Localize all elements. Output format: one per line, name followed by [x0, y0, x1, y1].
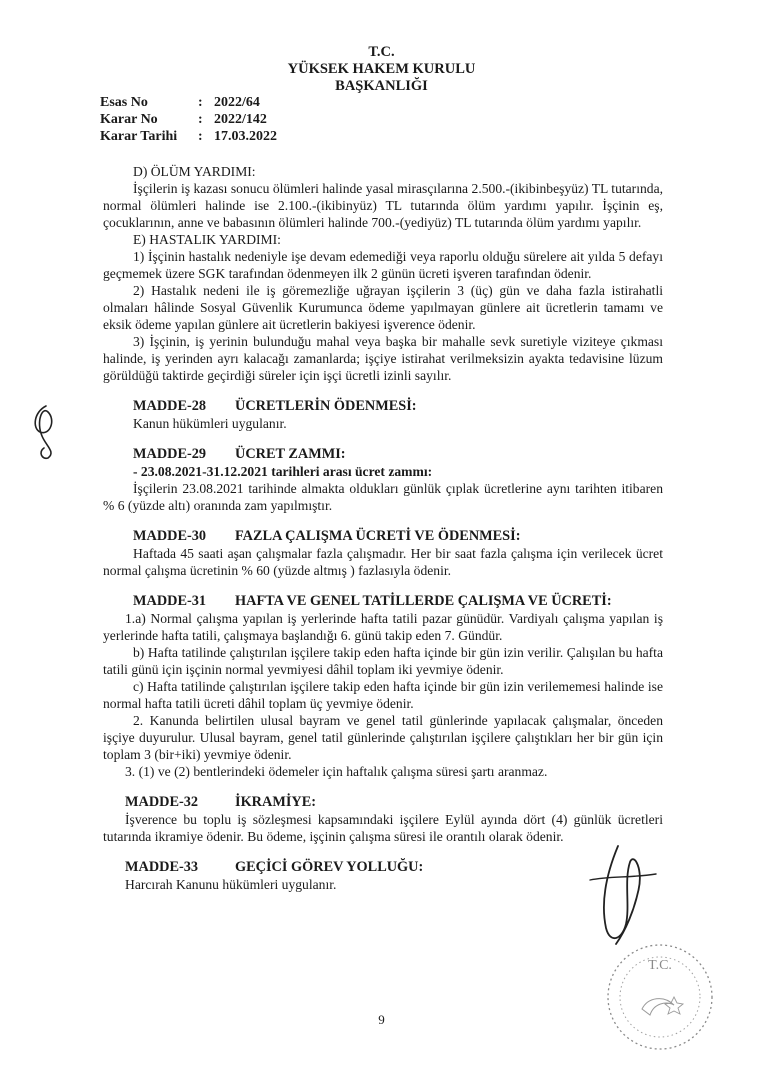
- madde-31-paragraph-2: 2. Kanunda belirtilen ulusal bayram ve genel tatil günlerinde yapılacak çalışmalar, önceden işçiye duyurulur. Ulusal bayram, genel tatil günlerinde çalıştırılan işçilere çalıştıkları her bir gün için toplam 3 (bir+iki) yevmiye ödenir.: [103, 713, 663, 762]
- meta-colon: :: [198, 129, 203, 144]
- olum-yardimi-title: D) ÖLÜM YARDIMI:: [133, 164, 256, 179]
- meta-value: 2022/64: [214, 95, 260, 110]
- madde-title: FAZLA ÇALIŞMA ÜCRETİ VE ÖDENMESİ:: [235, 528, 521, 544]
- hastalik-yardimi-title: E) HASTALIK YARDIMI:: [133, 232, 281, 247]
- madde-title: İKRAMİYE:: [235, 794, 317, 810]
- case-meta: [100, 94, 277, 145]
- madde-31-paragraph-1b: b) Hafta tatilinde çalıştırılan işçilere takip eden hafta içinde bir gün izin verilir. Çalışılan bu hafta tatili günü için işçinin normal yevmiyesi dâhil toplam iki yevmiye ödenir.: [103, 645, 663, 677]
- header-institution: YÜKSEK HAKEM KURULU: [287, 61, 476, 77]
- hastalik-paragraph-3: 3) İşçinin, iş yerinin bulunduğu mahal veya başka bir mahalle sevk suretiyle viziteye çıkması halinde, iş yerinden ayrı kalacağı zamanlarda; işçiye istirahat verilmeksizin ayakta tedavisine lüzum görüldüğü taktirde geçirdiği süreler için işçi ücretli izinli sayılır.: [103, 334, 663, 383]
- document-body: [103, 163, 663, 893]
- madde-32-heading: [103, 794, 663, 811]
- madde-number: MADDE-32: [125, 794, 199, 810]
- meta-esas-no: [100, 94, 277, 111]
- header-office: BAŞKANLIĞI: [335, 78, 428, 94]
- madde-28-text: Kanun hükümleri uygulanır.: [133, 416, 287, 431]
- madde-32-text: İşverence bu toplu iş sözleşmesi kapsamındaki işçilere Eylül ayında dört (4) günlük ücretleri tutarında ikramiye ödenir. Bu ödeme, işçinin çalışma süresi ile orantılı olarak ödenir.: [103, 812, 663, 844]
- madde-31-paragraph-1c: c) Hafta tatilinde çalıştırılan işçilere takip eden hafta içinde bir gün izin verilememesi halinde ise normal hafta tatili ücreti dâhil toplam üç yevmiye ödenir.: [103, 679, 663, 711]
- madde-31-heading: [103, 593, 663, 610]
- meta-colon: :: [198, 95, 203, 110]
- madde-number: MADDE-33: [125, 859, 199, 875]
- margin-signature-icon: [26, 402, 68, 462]
- madde-28-heading: [103, 398, 663, 415]
- madde-title: ÜCRETLERİN ÖDENMESİ:: [235, 398, 417, 414]
- madde-number: MADDE-31: [133, 593, 207, 609]
- madde-number: MADDE-30: [133, 528, 207, 544]
- page-number: 9: [378, 1012, 385, 1027]
- madde-29-text: İşçilerin 23.08.2021 tarihinde almakta oldukları günlük çıplak ücretlerine aynı tarihten itibaren % 6 (yüzde altı) oranında zam yapılmıştır.: [103, 481, 663, 513]
- madde-title: HAFTA VE GENEL TATİLLERDE ÇALIŞMA VE ÜCRETİ:: [235, 593, 612, 609]
- madde-29-subheading: - 23.08.2021-31.12.2021 tarihleri arası ücret zammı:: [133, 464, 433, 479]
- official-seal-icon: [590, 935, 720, 1055]
- meta-label: Esas No: [100, 95, 148, 110]
- stamp-text: T.C.: [648, 958, 672, 973]
- madde-31-paragraph-3: 3. (1) ve (2) bentlerindeki ödemeler için haftalık çalışma süresi şartı aranmaz.: [125, 764, 548, 779]
- meta-label: Karar No: [100, 112, 158, 127]
- madde-number: MADDE-29: [133, 446, 207, 462]
- madde-title: ÜCRET ZAMMI:: [235, 446, 346, 462]
- meta-label: Karar Tarihi: [100, 129, 178, 144]
- madde-29-heading: [103, 446, 663, 463]
- olum-yardimi-text: İşçilerin iş kazası sonucu ölümleri halinde yasal mirasçılarına 2.500.-(ikibinbeşyüz) TL tutarında, normal ölümleri halinde ise 2.100.-(ikibinyüz) TL tutarında ölüm yardımı yapılır. İşçinin eş, çocuklarının, anne ve babasının ölümleri halinde 700.-(yediyüz) TL tutarında ölüm yardımı yapılır.: [103, 181, 663, 230]
- madde-30-heading: [103, 528, 663, 545]
- meta-value: 2022/142: [214, 112, 267, 127]
- header-tc: T.C.: [368, 44, 395, 60]
- madde-33-text: Harcırah Kanunu hükümleri uygulanır.: [125, 877, 337, 892]
- madde-number: MADDE-28: [133, 398, 207, 414]
- document-header: [0, 44, 763, 95]
- signature-icon: [560, 840, 680, 950]
- hastalik-paragraph-1: 1) İşçinin hastalık nedeniyle işe devam edemediği veya raporlu olduğu sürelere ait yılda 5 defayı geçmemek üzere SGK tarafından ödenmeyen ilk 2 günün ücreti işveren tarafından ödenir.: [103, 249, 663, 281]
- madde-30-text: Haftada 45 saati aşan çalışmalar fazla çalışmadır. Her bir saat fazla çalışma için verilecek ücret normal çalışma ücretinin % 60 (yüzde altmış ) fazlasıyla ödenir.: [103, 546, 663, 578]
- madde-31-paragraph-1a: 1.a) Normal çalışma yapılan iş yerlerinde hafta tatili pazar günüdür. Vardiyalı çalışma yapılan iş yerlerinde hafta tatili, çalışmaya başlandığı 6. günü takip eden 7. Gündür.: [103, 611, 663, 643]
- hastalik-paragraph-2: 2) Hastalık nedeni ile iş göremezliğe uğrayan işçilerin 3 (üç) gün ve daha fazla istirahatli olmaları hâlinde Sosyal Güvenlik Kurumunca ödeme yapılmayan günlere ait ücretlerin tamamı ve eksik ödeme yapılan günlere ait ücretlerin bakiyesi işverence ödenir.: [103, 283, 663, 332]
- madde-title: GEÇİCİ GÖREV YOLLUĞU:: [235, 859, 424, 875]
- meta-karar-no: [100, 111, 277, 128]
- meta-colon: :: [198, 112, 203, 127]
- meta-karar-tarihi: [100, 128, 277, 145]
- meta-value: 17.03.2022: [214, 129, 277, 144]
